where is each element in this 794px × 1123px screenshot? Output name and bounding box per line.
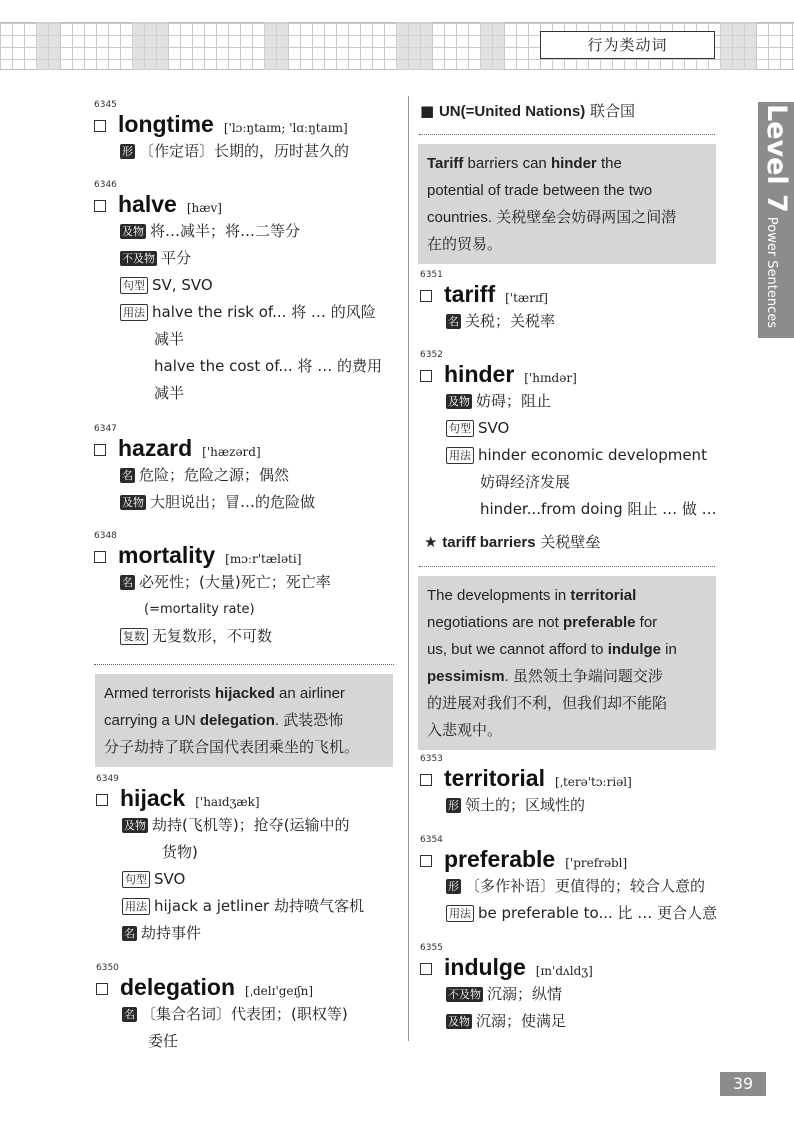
phonetic: [mɔːr'tæləti] [225, 552, 302, 566]
pos-tag: 名 [448, 315, 459, 328]
definition-line [420, 308, 555, 335]
definition-line [420, 981, 593, 1008]
definition-line [94, 569, 331, 596]
plural-line [94, 623, 331, 650]
pattern-tag: 句型 [122, 871, 150, 888]
definition-line [96, 812, 364, 839]
checkbox[interactable] [96, 983, 108, 995]
pos-tag: 形 [448, 799, 459, 812]
entry-number: 6345 [94, 100, 117, 110]
usage-text: halve the risk of... 将 … 的风险 [152, 303, 376, 321]
phonetic: ['hæzərd] [202, 445, 261, 459]
continuation-line: (=mortality rate) [144, 602, 255, 617]
square-bullet-icon: ■ [420, 102, 435, 120]
example-sentence-box [418, 144, 716, 264]
definition-text: 〔集合名词〕代表团；(职权等) [141, 1005, 348, 1023]
definition-line [420, 792, 632, 819]
sentence-line: The developments in territorial [427, 587, 637, 604]
headword: mortality [118, 542, 216, 568]
definition-line [420, 388, 717, 415]
pos-tag: 名 [124, 1008, 135, 1021]
continuation-line: 委任 [148, 1032, 179, 1050]
entry-territorial [420, 754, 632, 819]
plural-tag: 复数 [120, 628, 148, 645]
definition-text: 必死性；(大量)死亡；死亡率 [139, 573, 331, 591]
sentence-line: 入悲观中。 [427, 722, 503, 739]
definition-text: 沉溺；纵情 [487, 985, 563, 1003]
dotted-divider [419, 566, 715, 567]
definition-line [94, 489, 315, 516]
phonetic: [ɪn'dʌldʒ] [535, 964, 593, 978]
entry-number: 6354 [420, 835, 443, 845]
star-icon: ★ [424, 533, 438, 551]
plural-text: 无复数形，不可数 [152, 627, 273, 645]
definition-line [94, 245, 382, 272]
headword: territorial [444, 765, 545, 791]
definition-line [420, 1008, 593, 1035]
header-grid-shade [396, 22, 432, 70]
pos-tag: 及物 [122, 496, 144, 509]
section-title: 行为类动词 [540, 31, 715, 59]
definition-line [96, 920, 364, 947]
continuation-line: halve the cost of... 将 … 的费用 [154, 357, 382, 375]
entry-number: 6346 [94, 180, 117, 190]
usage-tag: 用法 [120, 304, 148, 321]
definition-text: 平分 [161, 249, 192, 267]
phonetic: ['lɔːŋtaɪm; 'lɑːŋtaɪm] [223, 121, 348, 135]
continuation-line: 减半 [154, 330, 185, 348]
note-un [420, 100, 635, 121]
usage-tag: 用法 [446, 905, 474, 922]
definition-text: 危险；危险之源；偶然 [139, 466, 290, 484]
header-grid-shade [480, 22, 504, 70]
checkbox[interactable] [94, 200, 106, 212]
continuation-line: 货物) [162, 843, 198, 861]
definition-text: 妨碍；阻止 [476, 392, 552, 410]
note-term: tariff barriers [442, 534, 536, 551]
note-tariff-barriers [424, 531, 600, 552]
headword: halve [118, 191, 177, 217]
definition-text: 〔多作补语〕更值得的；较合人意的 [465, 877, 706, 895]
usage-text: hinder economic development [478, 446, 707, 464]
headword: hinder [444, 361, 515, 387]
note-term: UN(=United Nations) [438, 103, 586, 120]
pattern-line [94, 272, 382, 299]
usage-tag: 用法 [446, 447, 474, 464]
entry-number: 6350 [96, 963, 119, 973]
entry-number: 6353 [420, 754, 443, 764]
entry-longtime [94, 100, 349, 165]
pos-tag: 名 [122, 469, 133, 482]
page-number: 39 [720, 1072, 766, 1096]
sentence-line: pessimism. 虽然领土争端问题交涉 [427, 668, 663, 685]
entry-hinder [420, 350, 717, 523]
definition-text: 领土的；区域性的 [465, 796, 586, 814]
pattern-line [96, 866, 364, 893]
dotted-divider [94, 664, 394, 665]
entry-halve [94, 180, 382, 407]
note-gloss: 联合国 [590, 102, 636, 120]
usage-text: hijack a jetliner 劫持喷气客机 [154, 897, 364, 915]
pos-tag: 名 [122, 576, 133, 589]
headword: hijack [120, 785, 186, 811]
usage-line [96, 893, 364, 920]
checkbox[interactable] [94, 551, 106, 563]
definition-text: 沉溺；使满足 [476, 1012, 567, 1030]
level-side-tab [758, 102, 794, 338]
phonetic: ['haɪdʒæk] [195, 795, 260, 809]
checkbox[interactable] [96, 794, 108, 806]
entry-hijack [96, 774, 364, 947]
checkbox[interactable] [420, 774, 432, 786]
entry-number: 6347 [94, 424, 117, 434]
pos-tag: 不及物 [448, 988, 481, 1001]
checkbox[interactable] [420, 370, 432, 382]
phonetic: ['tærɪf] [505, 291, 548, 305]
phonetic: [ˌdelɪ'geɪʃn] [245, 984, 314, 998]
definition-line [420, 873, 717, 900]
entry-number: 6352 [420, 350, 443, 360]
usage-line [94, 299, 382, 326]
checkbox[interactable] [420, 855, 432, 867]
entry-mortality [94, 531, 331, 650]
pattern-line [420, 415, 717, 442]
sentence-line: countries. 关税壁垒会妨碍两国之间潜 [427, 209, 677, 226]
definition-text: 劫持(飞机等)；抢夺(运输中的 [152, 816, 350, 834]
entry-number: 6351 [420, 270, 443, 280]
usage-line [420, 900, 717, 927]
sentence-line: us, but we cannot afford to indulge in [427, 641, 677, 658]
usage-tag: 用法 [122, 898, 150, 915]
entry-number: 6348 [94, 531, 117, 541]
sentence-line: carrying a UN delegation. 武装恐怖 [104, 712, 344, 729]
example-sentence-box [95, 674, 393, 767]
phonetic: [ˌterə'tɔːriəl] [554, 775, 632, 789]
entry-number: 6349 [96, 774, 119, 784]
entry-number: 6355 [420, 943, 443, 953]
headword: preferable [444, 846, 556, 872]
header-grid-shade [720, 22, 756, 70]
definition-text: 劫持事件 [141, 924, 202, 942]
sentence-line: Armed terrorists hijacked an airliner [104, 685, 345, 702]
entry-preferable [420, 835, 717, 927]
sentence-line: Tariff barriers can hinder the [427, 155, 622, 172]
sentence-line: 在的贸易。 [427, 236, 503, 253]
entry-tariff [420, 270, 555, 335]
header-grid-shade [36, 22, 60, 70]
headword: hazard [118, 435, 193, 461]
definition-text: 将…减半；将…二等分 [150, 222, 301, 240]
continuation-line: hinder...from doing 阻止 … 做 … [480, 500, 717, 518]
header-grid-shade [132, 22, 168, 70]
definition-line [96, 1001, 348, 1028]
checkbox[interactable] [420, 290, 432, 302]
pos-tag: 形 [448, 880, 459, 893]
definition-line [94, 462, 315, 489]
usage-line [420, 442, 717, 469]
pos-tag: 形 [122, 145, 133, 158]
definition-text: 大胆说出；冒…的危险做 [150, 493, 316, 511]
column-divider [408, 96, 409, 1041]
note-gloss: 关税壁垒 [540, 533, 601, 551]
continuation-line: 妨碍经济发展 [480, 473, 571, 491]
pattern-tag: 句型 [446, 420, 474, 437]
sentence-line: potential of trade between the two [427, 182, 653, 199]
pos-tag: 及物 [124, 819, 146, 832]
headword: indulge [444, 954, 526, 980]
checkbox[interactable] [420, 963, 432, 975]
level-subtitle: Power Sentences [764, 216, 779, 329]
pattern-text: SVO [154, 870, 186, 888]
header-grid-shade [264, 22, 288, 70]
entry-hazard [94, 424, 315, 516]
continuation-line: 减半 [154, 384, 185, 402]
pos-tag: 及物 [448, 1015, 470, 1028]
phonetic: ['hɪndər] [524, 371, 577, 385]
definition-line [94, 218, 382, 245]
level-label: Level 7 [761, 104, 792, 213]
pos-tag: 及物 [122, 225, 144, 238]
entry-delegation [96, 963, 348, 1055]
pos-tag: 及物 [448, 395, 470, 408]
usage-text: be preferable to... 比 … 更合人意 [478, 904, 718, 922]
definition-text: 关税；关税率 [465, 312, 556, 330]
sentence-line: 分子劫持了联合国代表团乘坐的飞机。 [104, 739, 360, 756]
checkbox[interactable] [94, 444, 106, 456]
entry-indulge [420, 943, 593, 1035]
headword: tariff [444, 281, 496, 307]
phonetic: [hæv] [186, 201, 222, 215]
headword: longtime [118, 111, 214, 137]
definition-line [94, 138, 349, 165]
phonetic: ['prefrəbl] [565, 856, 628, 870]
sentence-line: negotiations are not preferable for [427, 614, 658, 631]
checkbox[interactable] [94, 120, 106, 132]
sentence-line: 的进展对我们不利，但我们却不能陷 [427, 695, 668, 712]
pattern-tag: 句型 [120, 277, 148, 294]
pattern-text: SVO [478, 419, 510, 437]
pos-tag: 名 [124, 927, 135, 940]
definition-text: 〔作定语〕长期的，历时甚久的 [139, 142, 350, 160]
pos-tag: 不及物 [122, 252, 155, 265]
headword: delegation [120, 974, 236, 1000]
example-sentence-box [418, 576, 716, 750]
pattern-text: SV, SVO [152, 276, 213, 294]
dotted-divider [419, 134, 715, 135]
